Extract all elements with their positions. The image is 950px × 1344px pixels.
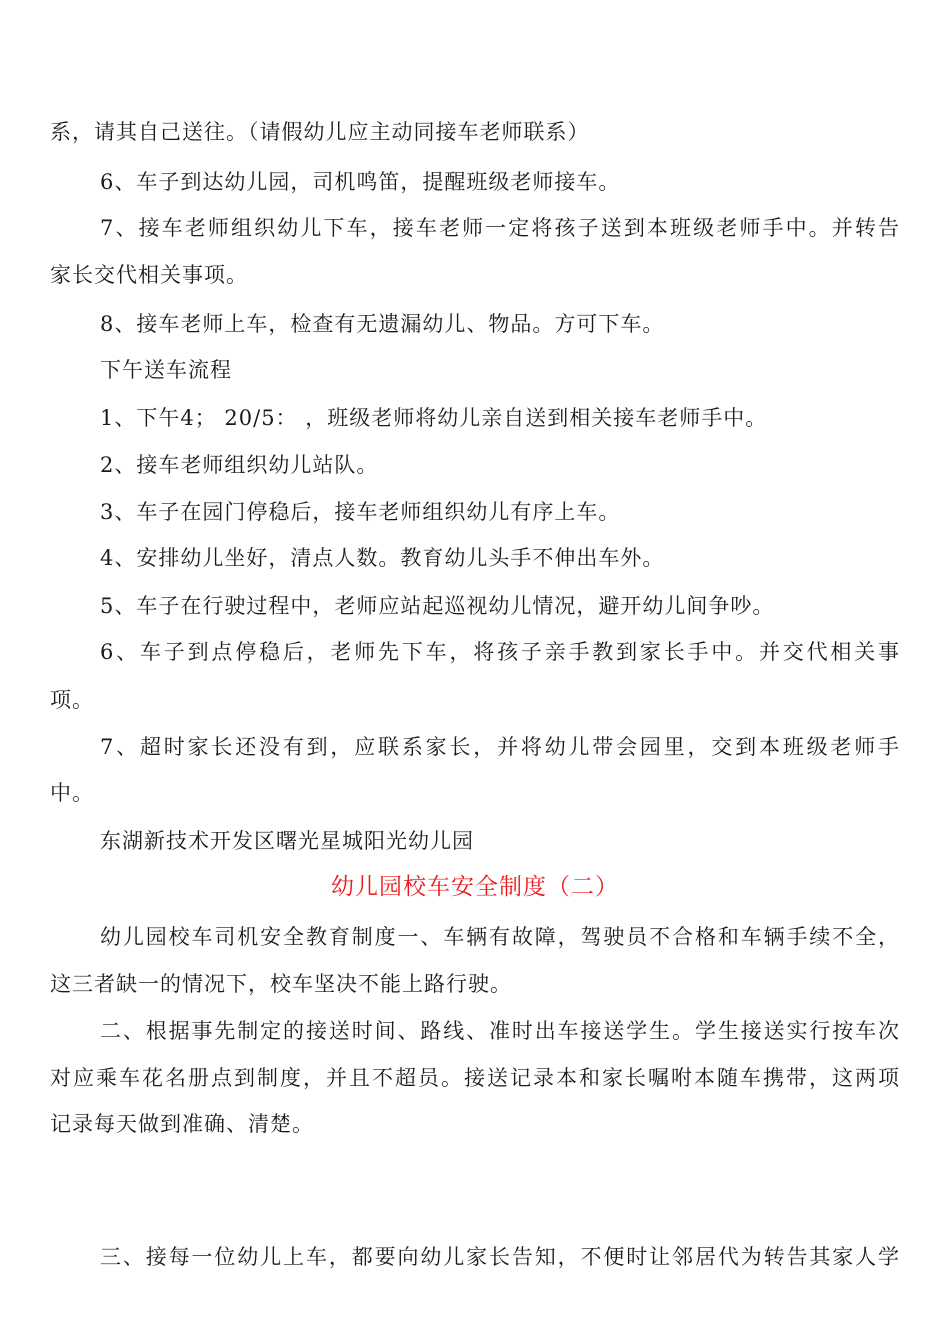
paragraph-line: 6、车子到达幼儿园，司机鸣笛，提醒班级老师接车。 — [100, 170, 621, 194]
paragraph-line: 7、超时家长还没有到，应联系家长，并将幼儿带会园里，交到本班级老师手 — [100, 735, 900, 759]
paragraph-line: 二、根据事先制定的接送时间、路线、准时出车接送学生。学生接送实行按车次 — [100, 1019, 900, 1043]
paragraph-line: 4、安排幼儿坐好，清点人数。教育幼儿头手不伸出车外。 — [100, 546, 665, 570]
paragraph-line: 7、接车老师组织幼儿下车，接车老师一定将孩子送到本班级老师手中。并转告 — [100, 216, 900, 240]
paragraph-line: 6、车子到点停稳后，老师先下车，将孩子亲手教到家长手中。并交代相关事 — [100, 640, 900, 664]
paragraph-line: 幼儿园校车司机安全教育制度一、车辆有故障，驾驶员不合格和车辆手续不全， — [100, 925, 900, 949]
paragraph-line: 8、接车老师上车，检查有无遗漏幼儿、物品。方可下车。 — [100, 312, 665, 336]
signature-line: 东湖新技术开发区曙光星城阳光幼儿园 — [100, 829, 474, 853]
section-title: 幼儿园校车安全制度（二） — [331, 874, 619, 900]
paragraph-line: 下午送车流程 — [100, 358, 232, 382]
paragraph-line: 对应乘车花名册点到制度，并且不超员。接送记录本和家长嘱咐本随车携带，这两项 — [50, 1066, 900, 1090]
paragraph-line: 3、车子在园门停稳后，接车老师组织幼儿有序上车。 — [100, 500, 621, 524]
paragraph-line: 家长交代相关事项。 — [50, 263, 248, 287]
paragraph-line: 5、车子在行驶过程中，老师应站起巡视幼儿情况，避开幼儿间争吵。 — [100, 594, 775, 618]
paragraph-line: 记录每天做到准确、清楚。 — [50, 1112, 314, 1136]
paragraph-line: 1、下午4； 20/5： ，班级老师将幼儿亲自送到相关接车老师手中。 — [100, 406, 768, 430]
paragraph-line: 系，请其自己送往。（请假幼儿应主动同接车老师联系） — [50, 120, 590, 144]
paragraph-line: 这三者缺一的情况下，校车坚决不能上路行驶。 — [50, 972, 512, 996]
paragraph-line: 项。 — [50, 688, 94, 712]
paragraph-line: 2、接车老师组织幼儿站队。 — [100, 453, 379, 477]
paragraph-line: 中。 — [50, 781, 94, 805]
paragraph-line: 三、接每一位幼儿上车，都要向幼儿家长告知，不便时让邻居代为转告其家人学 — [100, 1245, 900, 1269]
